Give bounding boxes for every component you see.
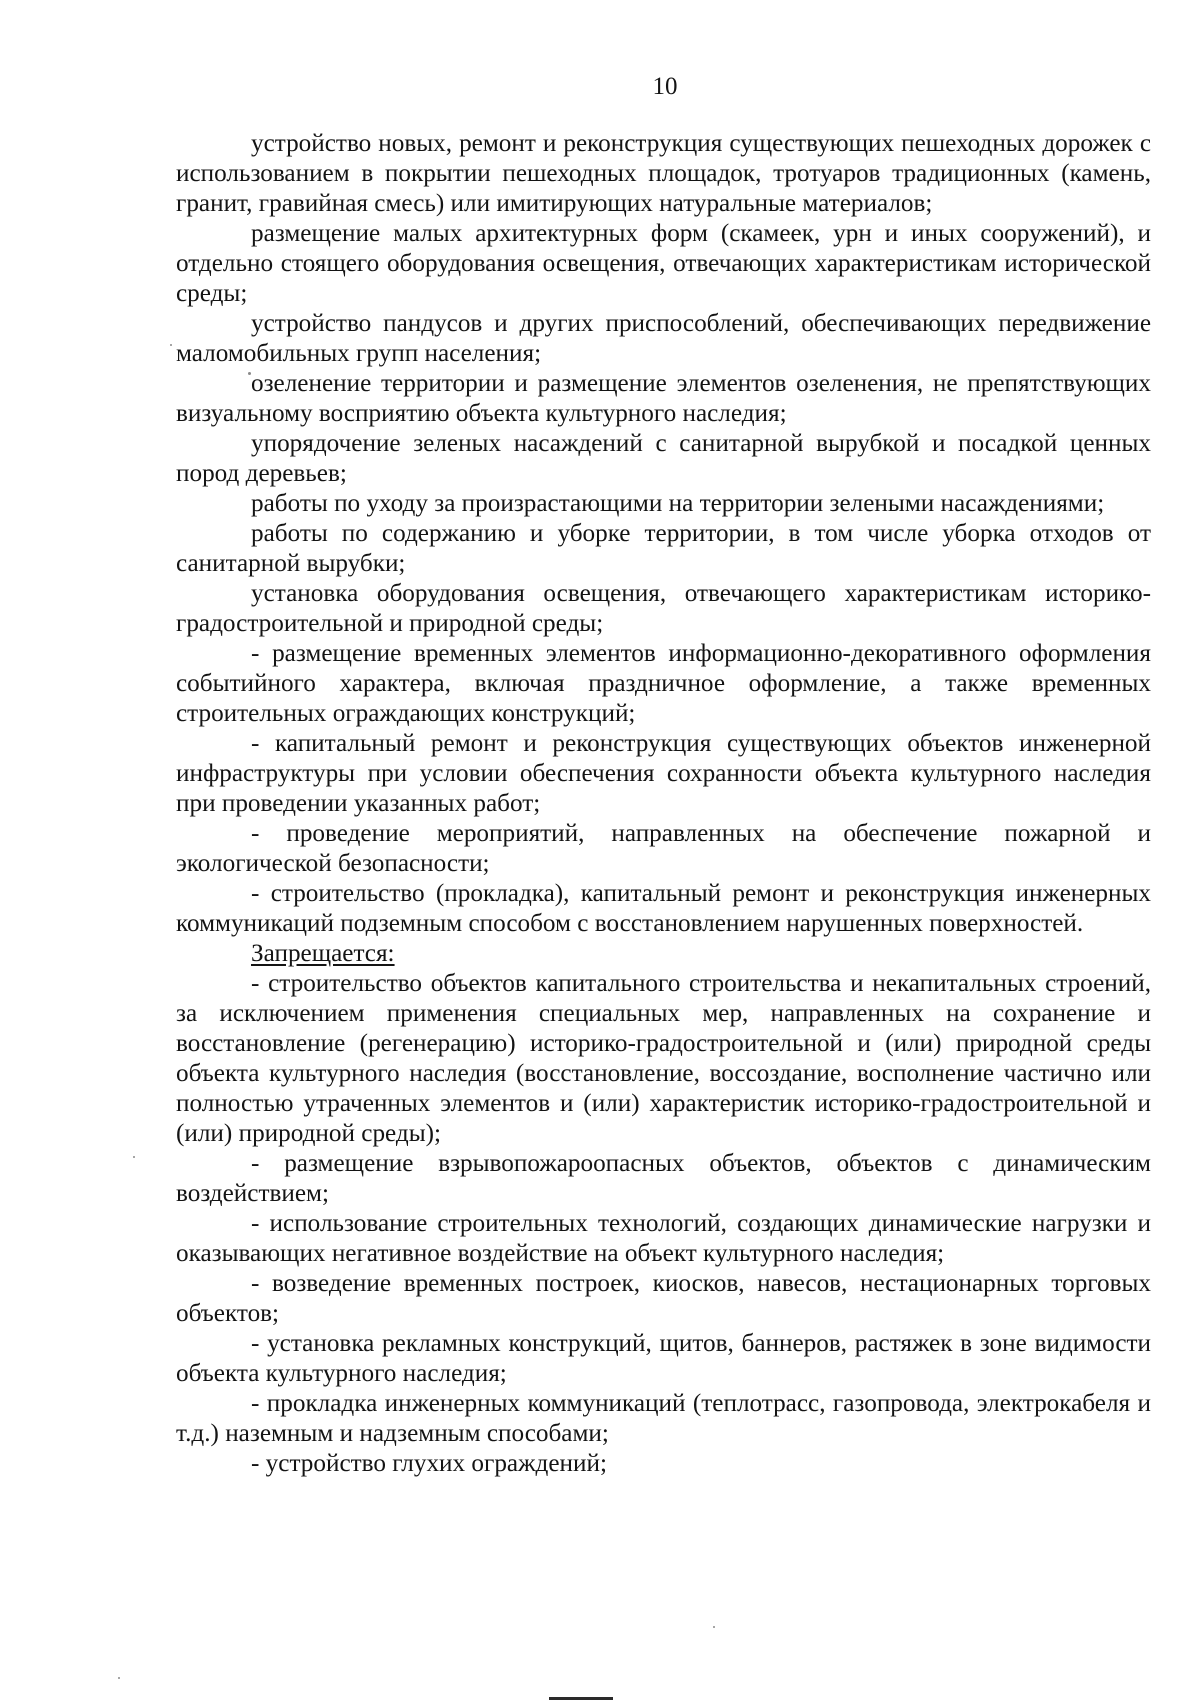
paragraph-temporary-decor: - размещение временных элементов информационно-декоративного оформления событийного характера, включая праздничное оформление, а также временных строительных ограждающих конструкций; <box>176 640 1151 727</box>
paragraph-underground-utilities: - строительство (прокладка), капитальный ремонт и реконструкция инженерных коммуникаций подземным способом с восстановлением нарушенных поверхностей. <box>176 880 1151 937</box>
page-number: 10 <box>652 73 678 100</box>
paragraph-lighting-installation: установка оборудования освещения, отвечающего характеристикам историко-градостроительной и природной среды; <box>176 580 1151 637</box>
prohibited-heading <box>176 939 1151 969</box>
prohibited-item-dynamic-technologies: - использование строительных технологий, создающих динамические нагрузки и оказывающих негативное воздействие на объект культурного наследия; <box>176 1210 1151 1267</box>
scan-edge-mark <box>549 1697 613 1700</box>
scan-speck <box>133 1156 135 1158</box>
paragraph-small-architectural-forms: размещение малых архитектурных форм (скамеек, урн и иных сооружений), и отдельно стоящего оборудования освещения, отвечающих характеристикам исторической среды; <box>176 220 1151 307</box>
document-body <box>176 129 1151 1479</box>
scan-speck <box>118 1677 120 1679</box>
paragraph-infrastructure-repair: - капитальный ремонт и реконструкция существующих объектов инженерной инфраструктуры при условии обеспечения сохранности объекта культурного наследия при проведении указанных работ; <box>176 730 1151 817</box>
prohibited-item-solid-fences: - устройство глухих ограждений; <box>251 1450 607 1477</box>
prohibited-item-advertising: - установка рекламных конструкций, щитов, баннеров, растяжек в зоне видимости объекта культурного наследия; <box>176 1330 1151 1387</box>
scan-speck <box>713 1626 715 1628</box>
paragraph-pedestrian-paths: устройство новых, ремонт и реконструкция существующих пешеходных дорожек с использованием в покрытии пешеходных площадок, тротуаров традиционных (камень, гранит, гравийная смесь) или имитирующих натуральные материалов; <box>176 130 1151 217</box>
paragraph-fire-safety: - проведение мероприятий, направленных на обеспечение пожарной и экологической безопасности; <box>176 820 1151 877</box>
prohibited-item-aboveground-utilities: - прокладка инженерных коммуникаций (теплотрасс, газопровода, электрокабеля и т.д.) наземным и надземным способами; <box>176 1390 1151 1447</box>
prohibited-item-temporary-buildings: - возведение временных построек, киосков, навесов, нестационарных торговых объектов; <box>176 1270 1151 1327</box>
prohibited-heading-text: Запрещается: <box>251 940 395 967</box>
scan-speck <box>248 372 251 375</box>
paragraph-plant-care: работы по уходу за произрастающими на территории зелеными насаждениями; <box>251 490 1105 517</box>
prohibited-item-capital-construction: - строительство объектов капитального строительства и некапитальных строений, за исключением применения специальных мер, направленных на сохранение и восстановление (регенерацию) историко-градостроительной и (или) природной среды объекта культурного наследия (восстановление, воссоздание, восполнение частично или полностью утраченных элементов и (или) характеристик историко-градостроительной и (или) природной среды); <box>176 970 1151 1147</box>
paragraph-territory-maintenance: работы по содержанию и уборке территории, в том числе уборка отходов от санитарной вырубки; <box>176 520 1151 577</box>
paragraph-landscaping: озеленение территории и размещение элементов озеленения, не препятствующих визуальному восприятию объекта культурного наследия; <box>176 370 1151 427</box>
paragraph-green-plantings: упорядочение зеленых насаждений с санитарной вырубкой и посадкой ценных пород деревьев; <box>176 430 1151 487</box>
scan-speck <box>170 344 172 346</box>
prohibited-item-explosive-objects: - размещение взрывопожароопасных объектов, объектов с динамическим воздействием; <box>176 1150 1151 1207</box>
paragraph-ramps: устройство пандусов и других приспособлений, обеспечивающих передвижение маломобильных групп населения; <box>176 310 1151 367</box>
